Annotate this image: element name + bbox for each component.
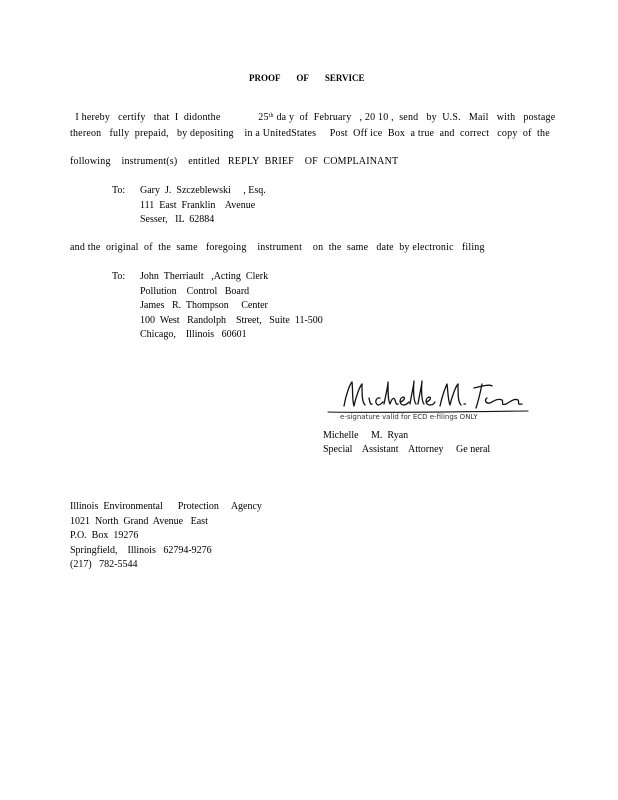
- recipient2-line-city: Chicago, Illinois 60601: [140, 329, 247, 340]
- recipient1-to-label: To:: [112, 185, 126, 196]
- recipient1-line-city: Sesser, IL 62884: [140, 214, 215, 225]
- certify-text-a: I hereby certify that I didonthe 25: [75, 112, 269, 123]
- agency-po-box: P.O. Box 19276: [70, 530, 139, 541]
- agency-name: Illinois Environmental Protection Agency: [70, 501, 262, 512]
- agency-address: [70, 500, 262, 573]
- e-signature-note: e-signature valid for ECD e-filings ONLY: [340, 413, 478, 421]
- recipient2-address: [140, 270, 323, 343]
- signer-title: Special Assistant Attorney Ge neral: [323, 444, 491, 455]
- recipient2-line-board: Pollution Control Board: [140, 285, 250, 297]
- recipient1-address: [140, 184, 266, 228]
- recipient2-to-label: To:: [112, 271, 126, 282]
- agency-street: 1021 North Grand Avenue East: [70, 515, 208, 527]
- certify-line-3: following instrument(s) entitled REPLY BRIEF OF COMPLAINANT: [70, 156, 399, 167]
- original-filing-line: and the original of the same foregoing instrument on the same date by electronic filing: [70, 242, 485, 253]
- recipient2-line-name: John Therriault ,Acting Clerk: [140, 271, 269, 282]
- agency-city: Springfield, Illinois 62794-9276: [70, 544, 212, 556]
- recipient2-line-street: 100 West Randolph Street, Suite 11-500: [140, 314, 323, 326]
- agency-phone: (217) 782-5544: [70, 559, 138, 570]
- recipient1-line-name: Gary J. Szczeblewski , Esq.: [140, 185, 266, 196]
- signer-name: Michelle M. Ryan: [323, 430, 409, 441]
- recipient2-line-center: James R. Thompson Center: [140, 300, 268, 311]
- certify-line-1: [70, 100, 555, 124]
- certify-text-b: da y of February , 20 10 , send by U.S. Mail with postage: [273, 112, 556, 123]
- certify-line-2: thereon fully prepaid, by depositing in a UnitedStates Post Off ice Box a true and correct copy of the: [70, 128, 550, 139]
- date-superscript: th: [268, 113, 274, 119]
- recipient1-line-street: 111 East Franklin Avenue: [140, 199, 256, 211]
- document-title: PROOF OF SERVICE: [249, 73, 365, 83]
